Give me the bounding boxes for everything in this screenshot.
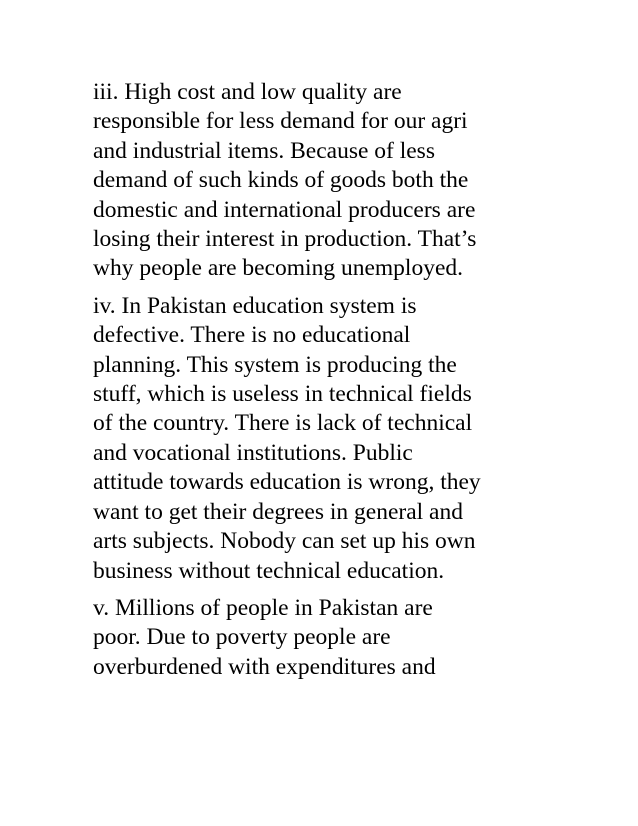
text-line: iii. High cost and low quality are xyxy=(93,79,402,105)
text-line: poor. Due to poverty people are xyxy=(93,624,391,651)
text-line: v. Millions of people in Pakistan are xyxy=(93,594,433,621)
paragraph-iv xyxy=(93,292,553,586)
text-line: of the country. There is lack of technical xyxy=(93,410,473,437)
text-line: stuff, which is useless in technical fields xyxy=(93,381,472,408)
text-line: defective. There is no educational xyxy=(93,322,411,349)
text-line: losing their interest in production. That’s xyxy=(93,226,477,253)
text-line: want to get their degrees in general and xyxy=(93,498,463,525)
text-line: iv. In Pakistan education system is xyxy=(93,292,417,319)
text-line: and vocational institutions. Public xyxy=(93,439,413,466)
text-line: attitude towards education is wrong, they xyxy=(93,469,481,496)
text-line: domestic and international producers are xyxy=(93,196,476,223)
text-line: planning. This system is producing the xyxy=(93,351,457,378)
document-body xyxy=(93,78,553,690)
text-line: arts subjects. Nobody can set up his own xyxy=(93,528,476,555)
text-line: responsible for less demand for our agri xyxy=(93,108,468,135)
text-line: why people are becoming unemployed. xyxy=(93,255,464,282)
text-line: business without technical education. xyxy=(93,557,445,584)
paragraph-iii xyxy=(93,78,553,284)
text-line: demand of such kinds of goods both the xyxy=(93,167,469,194)
paragraph-v xyxy=(93,594,553,682)
text-line: and industrial items. Because of less xyxy=(93,137,435,164)
text-line: overburdened with expenditures and xyxy=(93,653,436,680)
